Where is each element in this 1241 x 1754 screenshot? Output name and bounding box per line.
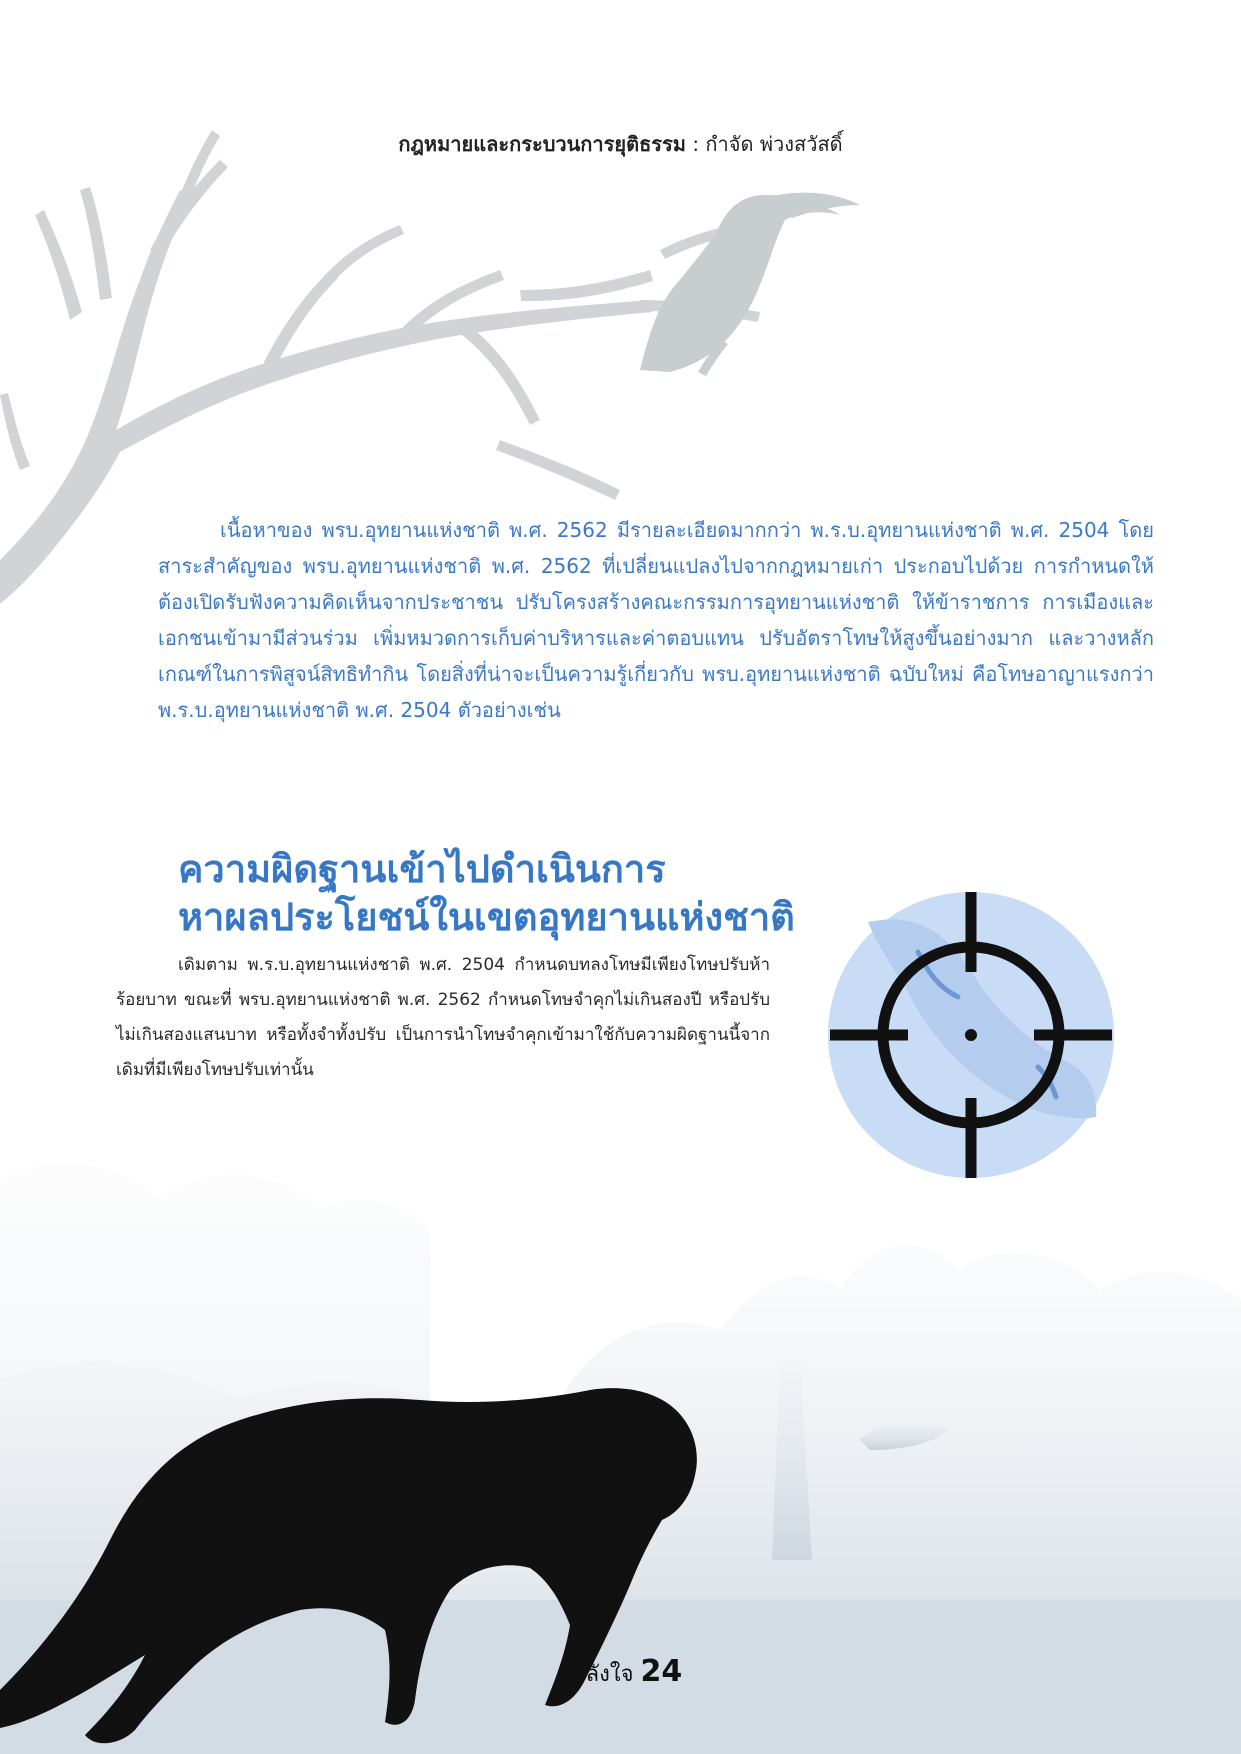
header-title: กฎหมายและกระบวนการยุติธรรม [398, 132, 686, 156]
header-separator: : [685, 132, 706, 156]
section-title-line1: ความผิดฐานเข้าไปดำเนินการ [178, 847, 666, 891]
intro-paragraph [158, 512, 1154, 728]
section-body [116, 948, 770, 1088]
page-number: 24 [640, 1654, 683, 1689]
crosshair-icon [828, 892, 1114, 1178]
section-body-text: เดิมตาม พ.ร.บ.อุทยานแห่งชาติ พ.ศ. 2504 กำหนดบทลงโทษมีเพียงโทษปรับห้าร้อยบาท ขณะที่ พรบ.อุทยานแห่งชาติ พ.ศ. 2562 กำหนดโทษจำคุกไม่เกินสองปี หรือปรับไม่เกินสองแสนบาท หรือทั้งจำทั้งปรับ เป็นการนำโทษจำคุกเข้ามาใช้กับความผิดฐานนี้จากเดิมที่มีเพียงโทษปรับเท่านั้น [116, 955, 770, 1080]
section-title-line2: หาผลประโยชน์ในเขตอุทยานแห่งชาติ [178, 895, 795, 939]
footer-magazine-name: กำลังใจ [560, 1662, 634, 1687]
running-header [0, 128, 1241, 160]
section-title [178, 845, 795, 941]
intro-text: เนื้อหาของ พรบ.อุทยานแห่งชาติ พ.ศ. 2562 มีรายละเอียดมากกว่า พ.ร.บ.อุทยานแห่งชาติ พ.ศ. 2504 โดยสาระสำคัญของ พรบ.อุทยานแห่งชาติ พ.ศ. 2562 ที่เปลี่ยนแปลงไปจากกฎหมายเก่า ประกอบไปด้วย การกำหนดให้ต้องเปิดรับฟังความคิดเห็นจากประชาชน ปรับโครงสร้างคณะกรรมการอุทยานแห่งชาติ ให้ข้าราชการ การเมืองและเอกชนเข้ามามีส่วนร่วม เพิ่มหมวดการเก็บค่าบริหารและค่าตอบแทน ปรับอัตราโทษให้สูงขึ้นอย่างมาก และวางหลักเกณฑ์ในการพิสูจน์สิทธิทำกิน โดยสิ่งที่น่าจะเป็นความรู้เกี่ยวกับ พรบ.อุทยานแห่งชาติ ฉบับใหม่ คือโทษอาญาแรงกว่า พ.ร.บ.อุทยานแห่งชาติ พ.ศ. 2504 ตัวอย่างเช่น [158, 518, 1154, 722]
target-illustration [828, 892, 1114, 1178]
hornbill-bird-silhouette [640, 193, 860, 376]
header-author: กำจัด พ่วงสวัสดิ์ [705, 132, 843, 156]
page-footer [560, 1654, 682, 1691]
